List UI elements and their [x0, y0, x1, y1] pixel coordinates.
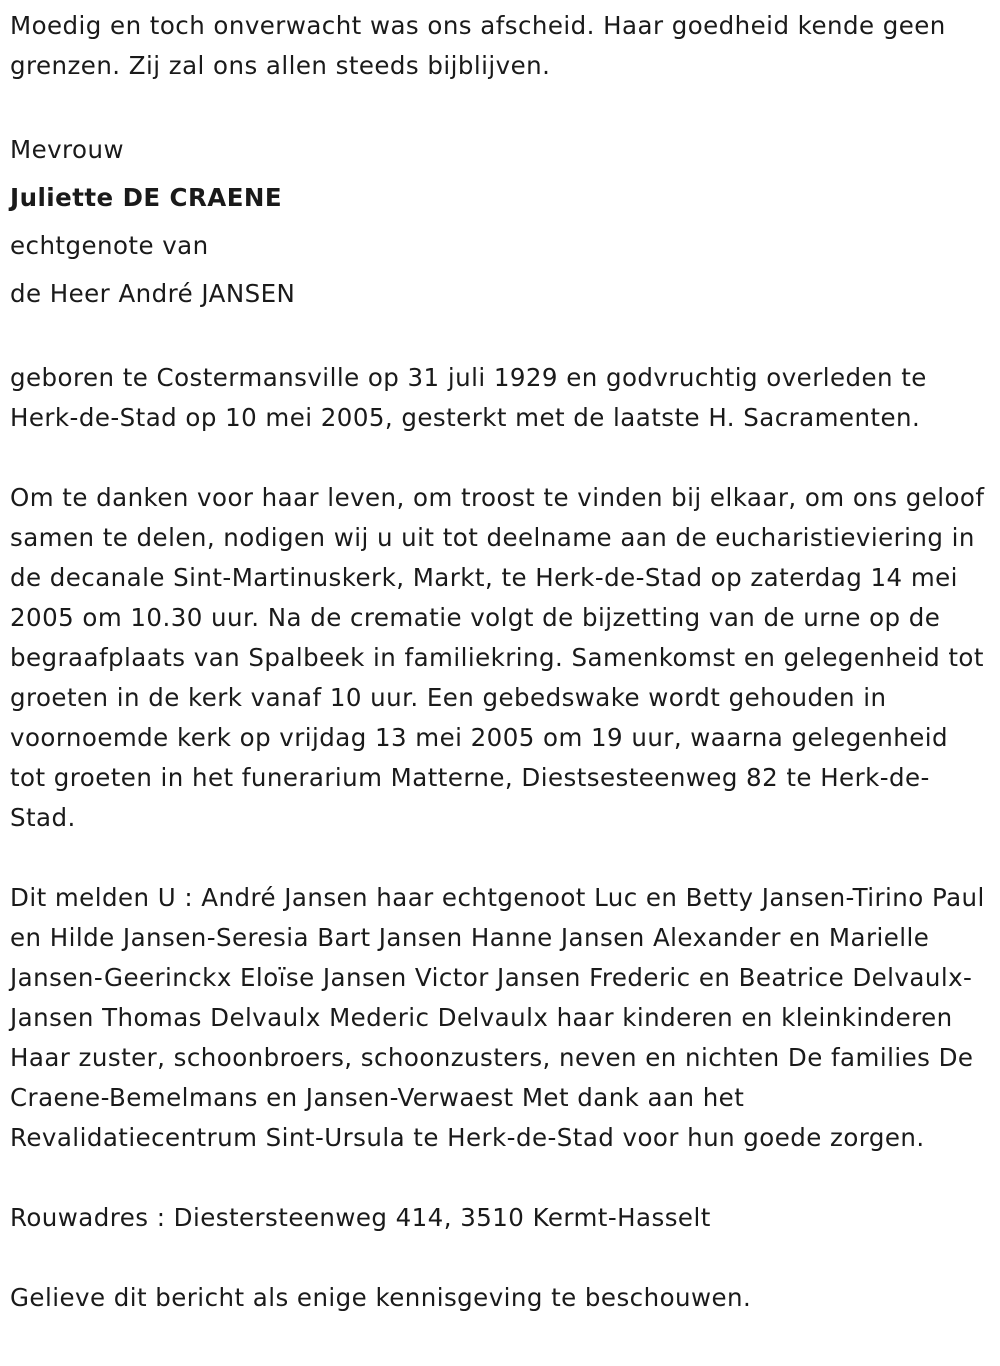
closing-notice: Gelieve dit bericht als enige kennisgeving te beschouwen. [10, 1283, 752, 1312]
deceased-title: Mevrouw [10, 135, 124, 164]
ceremony-paragraph: Om te danken voor haar leven, om troost te vinden bij elkaar, om ons geloof samen te delen, nodigen wij u uit tot deelname aan de eucharistieviering in de decanale Sint-Martinuskerk, Markt, te Herk-de-Stad op zaterdag 14 mei 2005 om 10.30 uur. Na de crematie volgt de bijzetting van de urne op de begraafplaats van Spalbeek in familiekring. Samenkomst en gelegenheid tot groeten in de kerk vanaf 10 uur. Een gebedswake wordt gehouden in voornoemde kerk op vrijdag 13 mei 2005 om 19 uur, waarna gelegenheid tot groeten in het funerarium Matterne, Diestsesteenweg 82 te Herk-de-Stad. [10, 483, 985, 832]
spouse-name: de Heer André JANSEN [10, 279, 296, 308]
mourning-address: Rouwadres : Diestersteenweg 414, 3510 Kermt-Hasselt [10, 1203, 711, 1232]
relation-text: echtgenote van [10, 231, 209, 260]
deceased-name: Juliette DE CRAENE [10, 183, 283, 212]
birth-death-paragraph: geboren te Costermansville op 31 juli 1929 en godvruchtig overleden te Herk-de-Stad op 10 mei 2005, gesterkt met de laatste H. Sacramenten. [10, 363, 927, 432]
intro-paragraph: Moedig en toch onverwacht was ons afscheid. Haar goedheid kende geen grenzen. Zij zal ons allen steeds bijblijven. [10, 11, 946, 80]
announcers-paragraph: Dit melden U : André Jansen haar echtgenoot Luc en Betty Jansen-Tirino Paul en Hilde Jansen-Seresia Bart Jansen Hanne Jansen Alexander en Marielle Jansen-Geerinckx Eloïse Jansen Victor Jansen Frederic en Beatrice Delvaulx-Jansen Thomas Delvaulx Mederic Delvaulx haar kinderen en kleinkinderen Haar zuster, schoonbroers, schoonzusters, neven en nichten De families De Craene-Bemelmans en Jansen-Verwaest Met dank aan het Revalidatiecentrum Sint-Ursula te Herk-de-Stad voor hun goede zorgen. [10, 883, 985, 1152]
